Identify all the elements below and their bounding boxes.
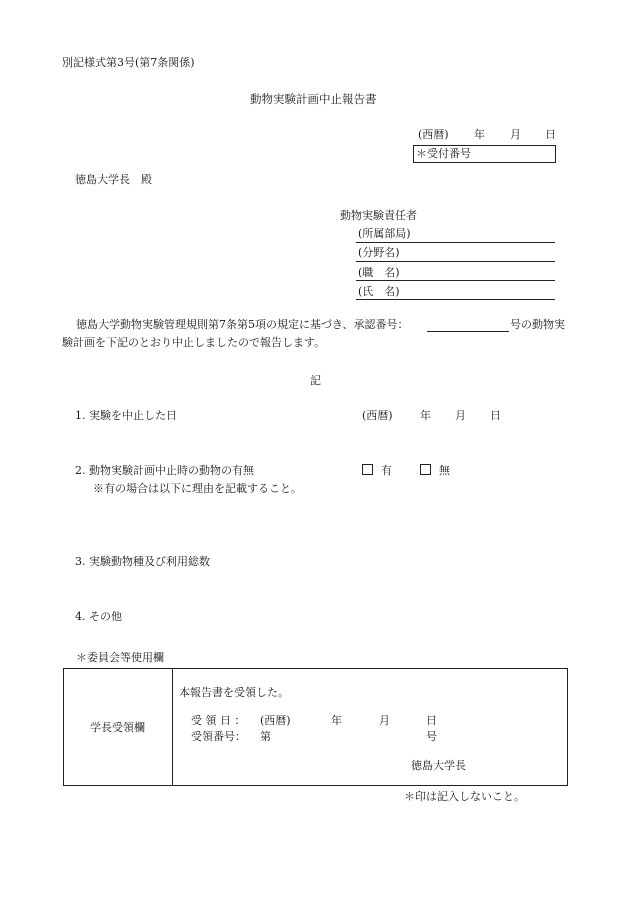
receipt-go: 号	[426, 730, 437, 743]
item3-label: 3. 実験動物種及び利用総数	[75, 555, 210, 568]
dept-label: (所属部局)	[358, 227, 411, 240]
receipt-number-label-2: 受領番号：	[191, 730, 246, 743]
committee-label: ＊委員会等使用欄	[76, 651, 164, 664]
date-day-label: 日	[545, 128, 556, 141]
no-checkbox[interactable]	[420, 464, 431, 475]
yes-checkbox[interactable]	[362, 464, 373, 475]
committee-box	[63, 668, 568, 786]
item1-year: 年	[420, 409, 431, 422]
receipt-number-box[interactable]	[413, 145, 556, 163]
received-text: 本報告書を受領した。	[179, 686, 289, 699]
date-month-label: 月	[510, 128, 521, 141]
receipt-day: 日	[426, 714, 437, 727]
item1-label: 1. 実験を中止した日	[75, 409, 177, 422]
body-line1-prefix: 徳島大学動物実験管理規則第7条第5項の規定に基づき、承認番号：	[76, 318, 409, 331]
receipt-year: 年	[331, 714, 342, 727]
yes-label: 有	[381, 464, 392, 477]
item1-day: 日	[490, 409, 501, 422]
body-line2: 験計画を下記のとおり中止しましたので報告します。	[62, 336, 326, 349]
receipt-dai: 第	[260, 730, 271, 743]
body-line1-suffix: 号の動物実	[510, 318, 565, 331]
field-name-line[interactable]	[356, 261, 555, 262]
addressee: 徳島大学長 殿	[75, 173, 152, 186]
responsible-heading: 動物実験責任者	[340, 209, 417, 222]
date-era-label: (西暦)	[418, 128, 449, 141]
item2-yes-option[interactable]	[362, 464, 392, 478]
job-title-line[interactable]	[356, 280, 555, 281]
ki-label: 記	[310, 374, 321, 387]
signer-label: 徳島大学長	[411, 759, 466, 772]
item1-month: 月	[455, 409, 466, 422]
date-year-label: 年	[474, 128, 485, 141]
title-label: (職 名)	[358, 266, 400, 279]
receipt-date-era: (西暦)	[260, 714, 291, 727]
receipt-number-label: ＊受付番号	[416, 147, 471, 160]
president-receipt-label: 学長受領欄	[90, 721, 145, 734]
item2-label: 2. 動物実験計画中止時の動物の有無	[75, 464, 254, 477]
footnote: ＊印は記入しないこと。	[404, 790, 525, 803]
approval-number-line[interactable]	[427, 331, 509, 332]
name-line[interactable]	[356, 299, 555, 300]
field-label: (分野名)	[358, 246, 400, 259]
document-title: 動物実験計画中止報告書	[250, 92, 377, 106]
form-identifier: 別記様式第3号(第7条関係)	[62, 56, 195, 69]
item4-label: 4. その他	[75, 610, 122, 623]
receipt-date-label: 受 領 日 ：	[191, 714, 246, 727]
committee-box-divider	[172, 669, 173, 785]
receipt-month: 月	[379, 714, 390, 727]
name-label: (氏 名)	[358, 285, 400, 298]
no-label: 無	[439, 464, 450, 477]
item1-era: (西暦)	[362, 409, 393, 422]
item2-note: ※有の場合は以下に理由を記載すること。	[93, 482, 302, 495]
dept-field-line[interactable]	[356, 242, 555, 243]
item2-no-option[interactable]	[420, 464, 450, 478]
